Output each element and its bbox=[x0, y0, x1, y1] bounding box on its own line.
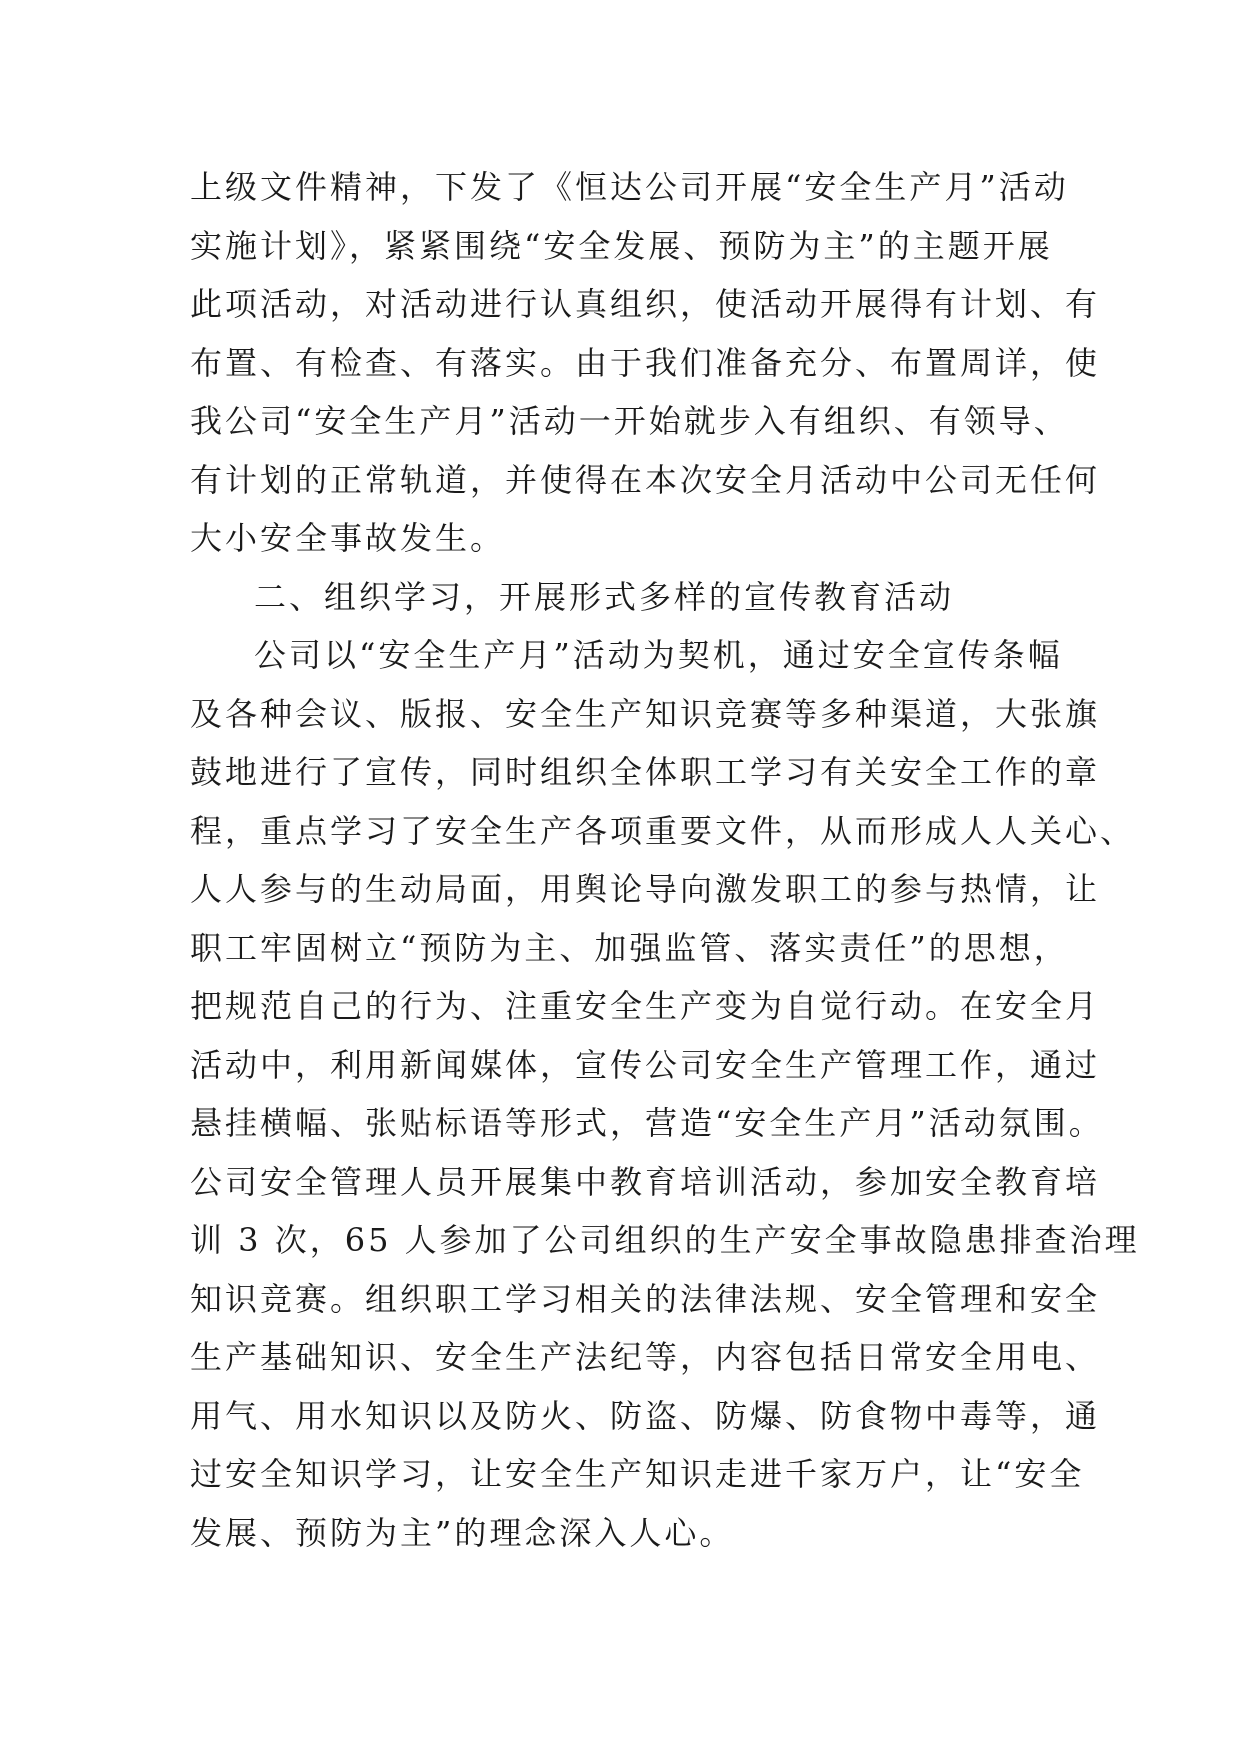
paragraph-line: 发展、预防为主”的理念深入人心。 bbox=[190, 1513, 735, 1552]
paragraph-line: 训 3 次，65 人参加了公司组织的生产安全事故隐患排查治理 bbox=[190, 1221, 1140, 1259]
paragraph-line: 悬挂横幅、张贴标语等形式，营造“安全生产月”活动氛围。 bbox=[190, 1104, 1104, 1142]
paragraph-line: 用气、用水知识以及防火、防盗、防爆、防食物中毒等，通 bbox=[190, 1396, 1101, 1435]
paragraph-line: 我公司“安全生产月”活动一开始就步入有组织、有领导、 bbox=[190, 402, 1069, 440]
paragraph-line: 鼓地进行了宣传，同时组织全体职工学习有关安全工作的章 bbox=[190, 753, 1101, 791]
paragraph-line: 程，重点学习了安全生产各项重要文件，从而形成人人关心、 bbox=[190, 811, 1136, 850]
paragraph-line: 实施计划》，紧紧围绕“安全发展、预防为主”的主题开展 bbox=[190, 226, 1053, 265]
paragraph-line: 大小安全事故发生。 bbox=[190, 519, 506, 557]
paragraph-line: 布置、有检查、有落实。由于我们准备充分、布置周详，使 bbox=[190, 343, 1101, 382]
paragraph-line: 过安全知识学习，让安全生产知识走进千家万户，让“安全 bbox=[190, 1455, 1085, 1493]
paragraph-line: 公司安全管理人员开展集中教育培训活动，参加安全教育培 bbox=[190, 1162, 1101, 1201]
paragraph-line: 此项活动，对活动进行认真组织，使活动开展得有计划、有 bbox=[190, 285, 1101, 323]
paragraph-line: 人人参与的生动局面，用舆论导向激发职工的参与热情，让 bbox=[190, 870, 1101, 908]
document-body bbox=[190, 158, 1140, 1562]
paragraph-line: 有计划的正常轨道，并使得在本次安全月活动中公司无任何 bbox=[190, 460, 1101, 499]
paragraph-line: 上级文件精神，下发了《恒达公司开展“安全生产月”活动 bbox=[190, 168, 1069, 206]
paragraph-line: 职工牢固树立“预防为主、加强监管、落实责任”的思想， bbox=[190, 928, 1069, 967]
paragraph-line: 生产基础知识、安全生产法纪等，内容包括日常安全用电、 bbox=[190, 1338, 1101, 1376]
paragraph-line: 知识竞赛。组织职工学习相关的法律法规、安全管理和安全 bbox=[190, 1279, 1101, 1318]
paragraph-line: 及各种会议、版报、安全生产知识竞赛等多种渠道，大张旗 bbox=[190, 694, 1101, 733]
section-heading: 二、组织学习，开展形式多样的宣传教育活动 bbox=[254, 577, 955, 616]
paragraph-line: 把规范自己的行为、注重安全生产变为自觉行动。在安全月 bbox=[190, 987, 1101, 1025]
paragraph-line: 活动中，利用新闻媒体，宣传公司安全生产管理工作，通过 bbox=[190, 1045, 1101, 1084]
paragraph-line: 公司以“安全生产月”活动为契机，通过安全宣传条幅 bbox=[254, 636, 1063, 674]
